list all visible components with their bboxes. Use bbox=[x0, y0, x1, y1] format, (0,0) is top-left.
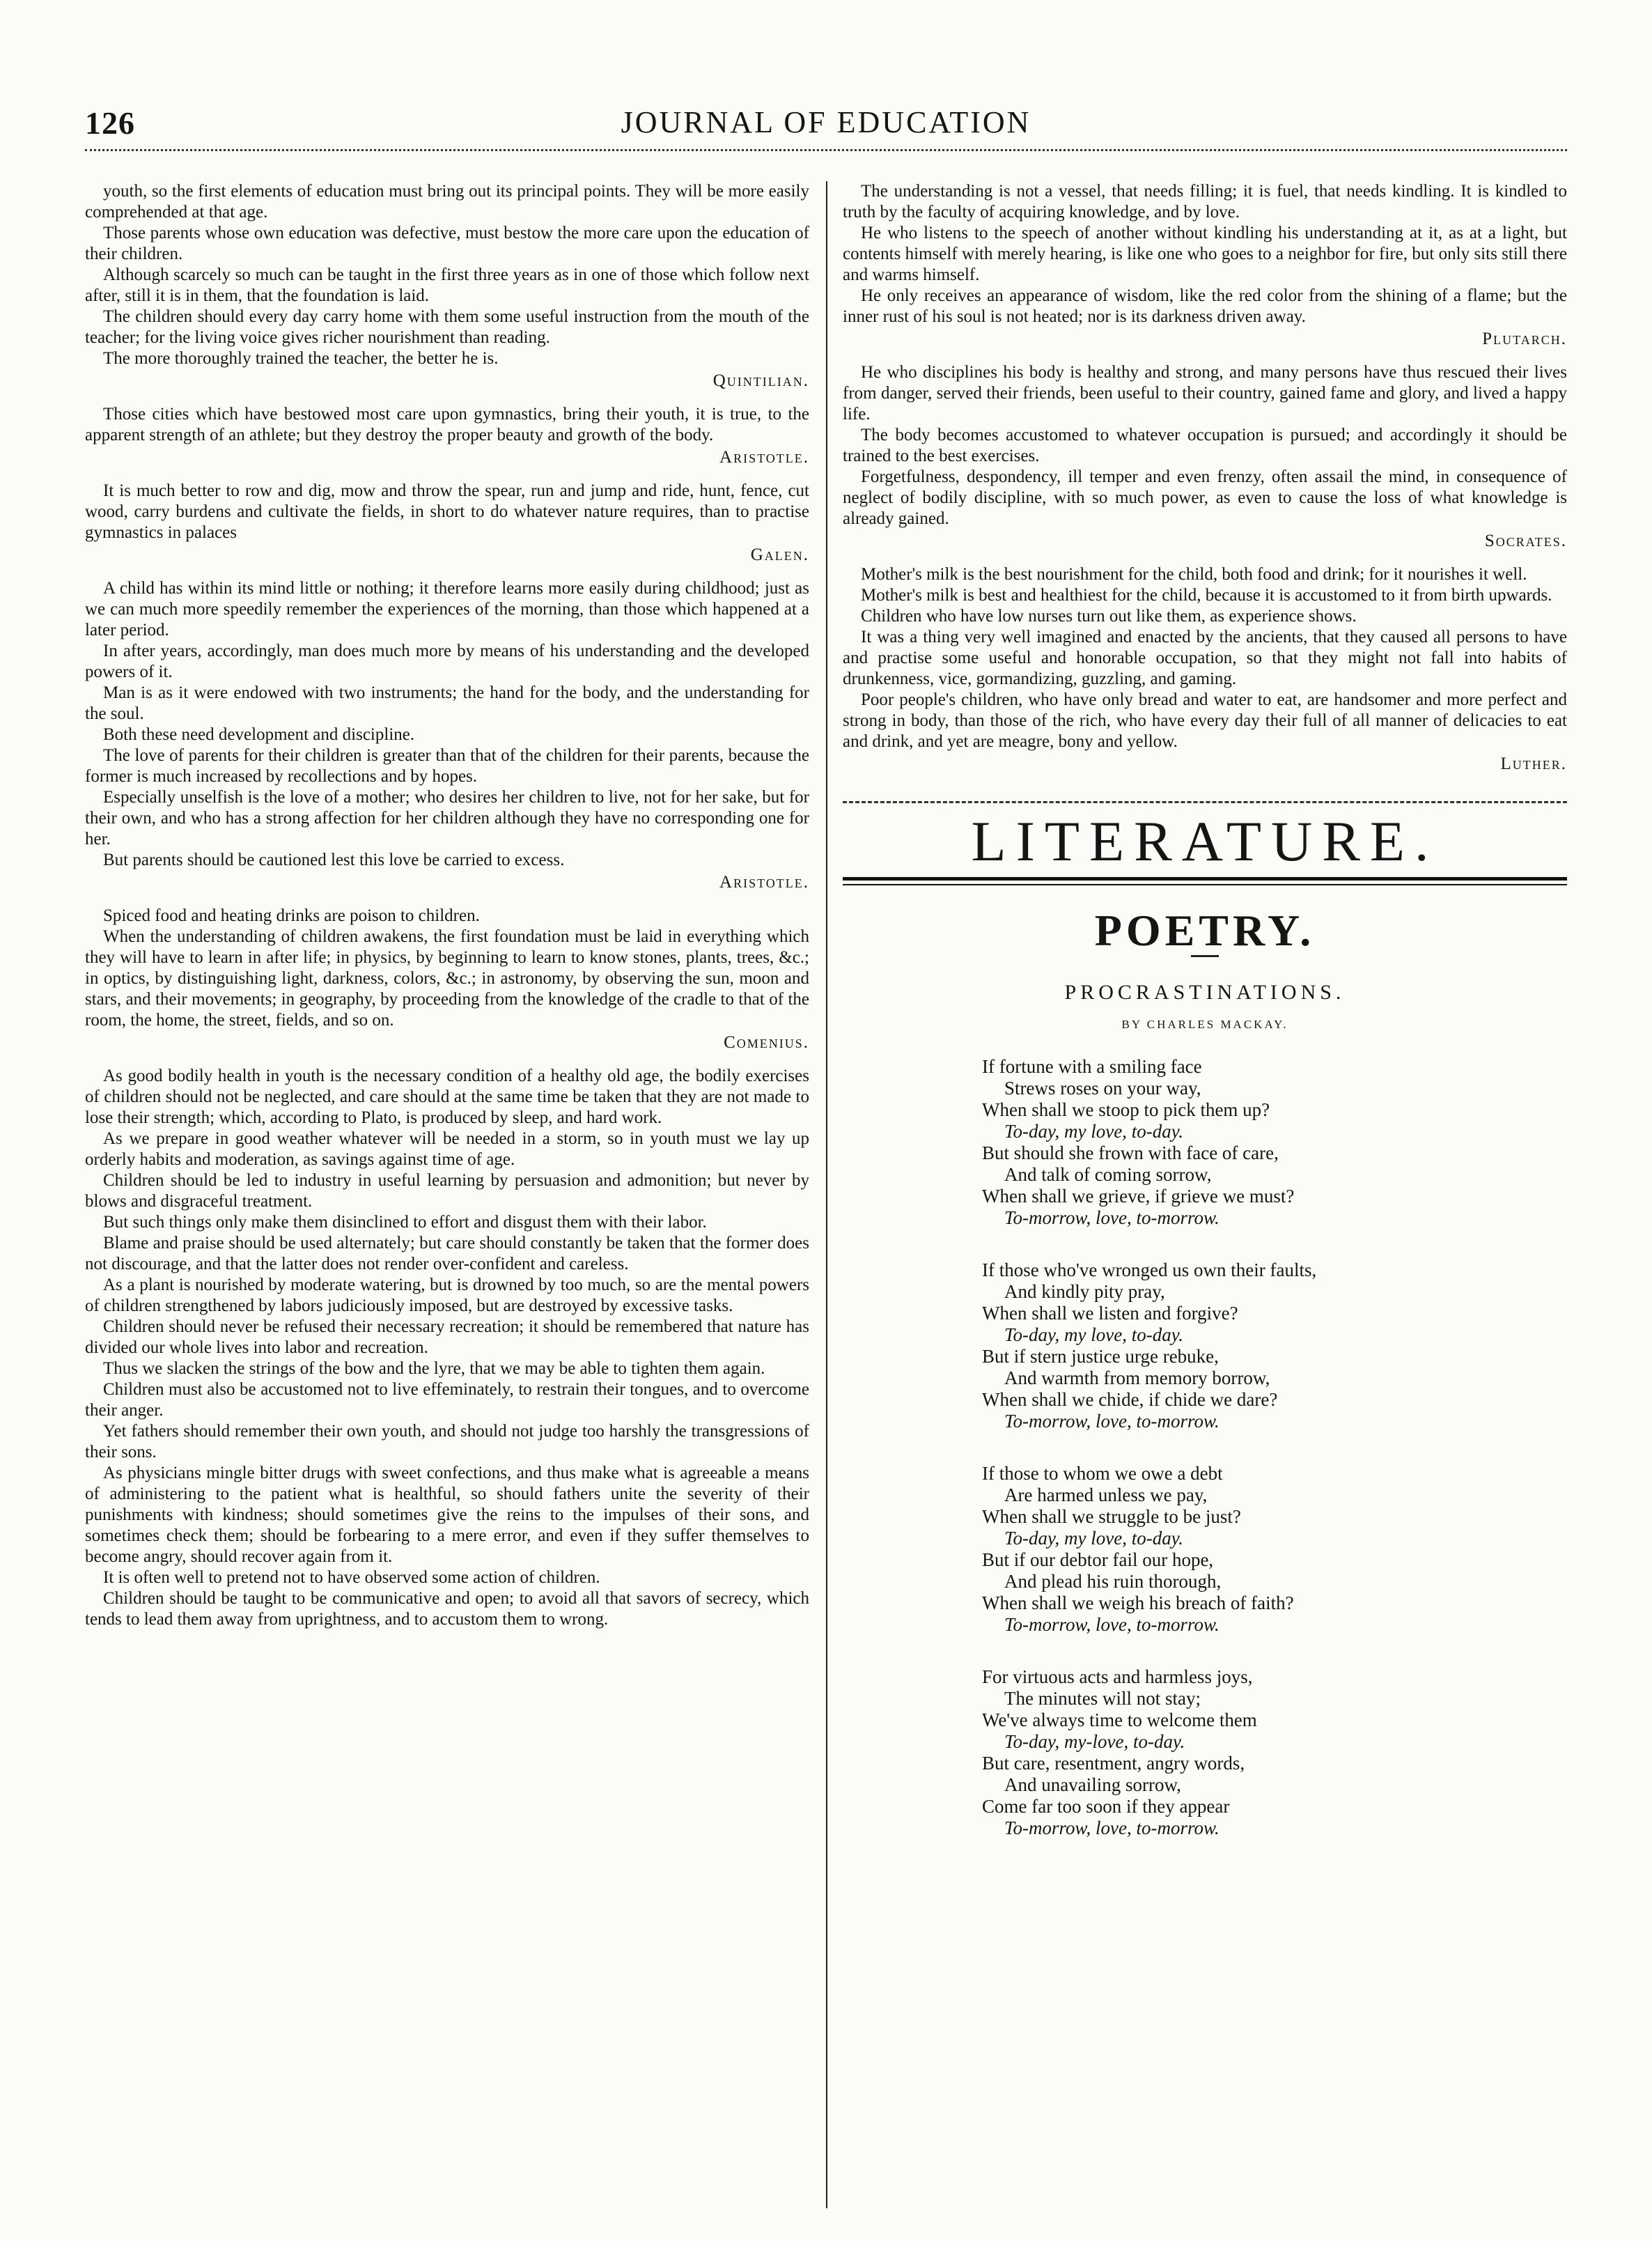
paragraph: A child has within its mind little or nothing; it therefore learns more easily during childhood; just as we can much more speedily remember the experiences of the morning, than those which happened at a later period. bbox=[85, 579, 809, 639]
attribution: Plutarch. bbox=[1482, 329, 1567, 348]
literature-heading: LITERATURE. bbox=[971, 809, 1439, 873]
poem-author: BY CHARLES MACKAY. bbox=[1121, 1018, 1288, 1031]
paragraph: Poor people's children, who have only bread and water to eat, are handsomer and more perfect and strong in body, than those of the rich, who have every day their full of all manner of delicacies to eat and drink, and yet are meagre, bony and yellow. bbox=[843, 690, 1567, 751]
paragraph: It was a thing very well imagined and enacted by the ancients, that they caused all persons to have and practise some useful and honorable occupation, so that they might not fall into habits of drunkenness, vice, gormandizing, guzzling, and gaming. bbox=[843, 628, 1567, 688]
poem-line: But should she frown with face of care, bbox=[982, 1142, 1279, 1163]
paragraph: He who listens to the speech of another without kindling his understanding at it, as at a light, but contents himself with merely hearing, is like one who goes to a neighbor for fire, but only sits still there and warms himself. bbox=[843, 224, 1567, 284]
attribution: Socrates. bbox=[1484, 532, 1567, 550]
poem-line: We've always time to welcome them bbox=[982, 1709, 1257, 1730]
poem-line: When shall we stoop to pick them up? bbox=[982, 1099, 1270, 1120]
paragraph: Those parents whose own education was defective, must bestow the more care upon the education of their children. bbox=[85, 224, 809, 263]
paragraph: Children should never be refused their necessary recreation; it should be remembered that nature has divided our whole lives into labor and recreation. bbox=[85, 1317, 809, 1357]
poem-refrain-line: To-day, my love, to-day. bbox=[1004, 1528, 1183, 1549]
paragraph: The children should every day carry home with them some useful instruction from the mouth of the teacher; for the living voice gives richer nourishment than reading. bbox=[85, 307, 809, 347]
right-column-text bbox=[843, 181, 1567, 775]
poem-line: When shall we chide, if chide we dare? bbox=[982, 1389, 1278, 1410]
page-header bbox=[85, 104, 1567, 146]
running-title: JOURNAL OF EDUCATION bbox=[621, 105, 1031, 139]
poem-line: When shall we grieve, if grieve we must? bbox=[982, 1186, 1295, 1207]
poem-title: PROCRASTINATIONS. bbox=[1064, 981, 1346, 1004]
paragraph: He who disciplines his body is healthy and strong, and many persons have thus rescued their lives from danger, served their friends, been useful to their country, gained fame and glory, and lived a happy life. bbox=[843, 363, 1567, 424]
paragraph: Children who have low nurses turn out like them, as experience shows. bbox=[861, 607, 1357, 626]
paragraph: But such things only make them disinclined to effort and disgust them with their labor. bbox=[103, 1213, 707, 1232]
attribution: Comenius. bbox=[724, 1033, 809, 1052]
paragraph: Although scarcely so much can be taught in the first three years as in one of those which follow next after, still it is in them, that the foundation is laid. bbox=[85, 265, 809, 305]
paragraph: He only receives an appearance of wisdom, like the red color from the shining of a flame; but the inner rust of his soul is not heated; nor is its darkness driven away. bbox=[843, 286, 1567, 326]
poem-refrain-line: To-day, my-love, to-day. bbox=[1004, 1731, 1185, 1752]
poem-line: If fortune with a smiling face bbox=[982, 1056, 1202, 1077]
paragraph: The love of parents for their children is greater than that of the children for their parents, because the former is much increased by recollections and by hopes. bbox=[85, 746, 809, 786]
poem-refrain-line: To-morrow, love, to-morrow. bbox=[1004, 1817, 1219, 1838]
poem-line: When shall we weigh his breach of faith? bbox=[982, 1592, 1294, 1613]
attribution: Quintilian. bbox=[712, 371, 809, 390]
poem-line: And talk of coming sorrow, bbox=[1004, 1164, 1212, 1185]
short-rule bbox=[1191, 955, 1219, 957]
paragraph: The understanding is not a vessel, that needs filling; it is fuel, that needs kindling. It is kindled to truth by the faculty of acquiring knowledge, and by love. bbox=[843, 182, 1567, 222]
poem-stanza bbox=[982, 1463, 1567, 1636]
paragraph: Spiced food and heating drinks are poison to children. bbox=[103, 906, 480, 925]
attribution: Galen. bbox=[750, 545, 809, 564]
paragraph: Both these need development and discipline. bbox=[103, 725, 415, 744]
poem-line: When shall we listen and forgive? bbox=[982, 1303, 1238, 1324]
paragraph: As physicians mingle bitter drugs with sweet confections, and thus make what is agreeable a means of administering to the patient what is healthful, so should fathers unite the severity of their punishments with kindness; should sometimes give the reins to the impulses of their sons, and sometimes check them; should be forbearing to a mere error, and even if they suffer themselves to become angry, should recover again from it. bbox=[85, 1464, 809, 1566]
poem-line: But care, resentment, angry words, bbox=[982, 1753, 1245, 1774]
attribution: Luther. bbox=[1500, 754, 1567, 773]
poem-stanza bbox=[982, 1666, 1567, 1839]
poem-line: If those to whom we owe a debt bbox=[982, 1463, 1223, 1484]
poem-stanza bbox=[982, 1259, 1567, 1432]
paragraph: Children should be taught to be communicative and open; to avoid all that savors of secrecy, which tends to lead them away from uprightness, and to accustom them to wrong. bbox=[85, 1589, 809, 1629]
paragraph: As a plant is nourished by moderate watering, but is drowned by too much, so are the mental powers of children strengthened by labors judiciously imposed, but are destroyed by excessive tasks. bbox=[85, 1275, 809, 1315]
poem-refrain-line: To-day, my love, to-day. bbox=[1004, 1121, 1183, 1142]
paragraph: Mother's milk is the best nourishment for the child, both food and drink; for it nourishes it well. bbox=[861, 565, 1527, 584]
poem-line: And unavailing sorrow, bbox=[1004, 1774, 1181, 1795]
paragraph: As good bodily health in youth is the necessary condition of a healthy old age, the bodily exercises of children should not be neglected, and care should at the same time be taken that they are not made to lose their strength; which, according to Plato, is produced by sleep, and hard work. bbox=[85, 1067, 809, 1127]
paragraph: The body becomes accustomed to whatever occupation is pursued; and accordingly it should be trained to the best exercises. bbox=[843, 426, 1567, 465]
paragraph: Those cities which have bestowed most care upon gymnastics, bring their youth, it is true, to the apparent strength of an athlete; but they destroy the proper beauty and growth of the body. bbox=[85, 405, 809, 444]
paragraph: youth, so the first elements of education must bring out its principal points. They will be more easily comprehended at that age. bbox=[85, 182, 809, 222]
paragraph: Children must also be accustomed not to live effeminately, to restrain their tongues, and to overcome their anger. bbox=[85, 1380, 809, 1420]
paragraph: As we prepare in good weather whatever will be needed in a storm, so in youth must we lay up orderly habits and moderation, as savings against time of age. bbox=[85, 1129, 809, 1169]
paragraph: Man is as it were endowed with two instruments; the hand for the body, and the understanding for the soul. bbox=[85, 683, 809, 723]
poem-body bbox=[843, 1056, 1567, 1839]
paragraph: Thus we slacken the strings of the bow and the lyre, that we may be able to tighten them again. bbox=[103, 1359, 765, 1378]
poem-line: Come far too soon if they appear bbox=[982, 1796, 1230, 1817]
left-column bbox=[85, 181, 809, 1630]
paragraph: Yet fathers should remember their own youth, and should not judge too harshly the transgressions of their sons. bbox=[85, 1422, 809, 1461]
poem-line: Strews roses on your way, bbox=[1004, 1078, 1201, 1099]
right-column bbox=[843, 181, 1567, 1870]
poetry-heading: POETRY. bbox=[1094, 906, 1316, 955]
poem-refrain-line: To-morrow, love, to-morrow. bbox=[1004, 1614, 1219, 1635]
poem-line: Are harmed unless we pay, bbox=[1004, 1484, 1208, 1505]
paragraph: When the understanding of children awakens, the first foundation must be laid in everything which they will have to learn in after life; in physics, by beginning to learn to know stones, plants, trees, &c.; in optics, by distinguishing light, darkness, colors, &c.; in astronomy, by observing the sun, moon and stars, and their movements; in geography, by proceeding from the knowledge of the cradle to that of the room, the home, the street, fields, and so on. bbox=[85, 927, 809, 1030]
paragraph: Especially unselfish is the love of a mother; who desires her children to live, not for her sake, but for their own, and who has a strong affection for her children although they have no corresponding one for her. bbox=[85, 788, 809, 848]
paragraph: It is much better to row and dig, mow and throw the spear, run and jump and ride, hunt, fence, cut wood, carry burdens and cultivate the fields, in short to do whatever nature requires, than to practise gymnastics in palaces bbox=[85, 481, 809, 542]
poem-line: If those who've wronged us own their faults, bbox=[982, 1259, 1317, 1280]
poem-line: But if stern justice urge rebuke, bbox=[982, 1346, 1219, 1367]
poem-line: When shall we struggle to be just? bbox=[982, 1506, 1241, 1527]
column-divider bbox=[826, 181, 827, 2208]
attribution: Aristotle. bbox=[719, 873, 809, 892]
poem-line: And warmth from memory borrow, bbox=[1004, 1367, 1270, 1388]
paragraph: In after years, accordingly, man does much more by means of his understanding and the developed powers of it. bbox=[85, 642, 809, 681]
poem-refrain-line: To-morrow, love, to-morrow. bbox=[1004, 1411, 1219, 1432]
poem-refrain-line: To-day, my love, to-day. bbox=[1004, 1324, 1183, 1345]
page-number: 126 bbox=[85, 105, 135, 141]
paragraph: But parents should be cautioned lest this love be carried to excess. bbox=[103, 851, 565, 869]
poem-line: The minutes will not stay; bbox=[1004, 1688, 1201, 1709]
paragraph: Blame and praise should be used alternately; but care should constantly be taken that the former does not discourage, and that the latter does not render over-confident and careless. bbox=[85, 1234, 809, 1273]
paragraph: The more thoroughly trained the teacher, the better he is. bbox=[103, 349, 499, 368]
header-rule bbox=[85, 149, 1567, 151]
poem-stanza bbox=[982, 1056, 1567, 1229]
double-rule bbox=[843, 877, 1567, 885]
paragraph: Mother's milk is best and healthiest for the child, because it is accustomed to it from birth upwards. bbox=[861, 586, 1552, 605]
poem-refrain-line: To-morrow, love, to-morrow. bbox=[1004, 1207, 1219, 1228]
attribution: Aristotle. bbox=[719, 448, 809, 467]
paragraph: Children should be led to industry in useful learning by persuasion and admonition; but never by blows and disgraceful treatment. bbox=[85, 1171, 809, 1211]
poem-line: And plead his ruin thorough, bbox=[1004, 1571, 1222, 1592]
poem-line: For virtuous acts and harmless joys, bbox=[982, 1666, 1253, 1687]
paragraph: It is often well to pretend not to have observed some action of children. bbox=[103, 1568, 600, 1587]
section-rule bbox=[843, 801, 1567, 803]
poem-line: And kindly pity pray, bbox=[1004, 1281, 1165, 1302]
poem-line: But if our debtor fail our hope, bbox=[982, 1549, 1214, 1570]
paragraph: Forgetfulness, despondency, ill temper and even frenzy, often assail the mind, in consequence of neglect of bodily discipline, with so much power, as even to cause the loss of what knowledge is already gained. bbox=[843, 467, 1567, 528]
